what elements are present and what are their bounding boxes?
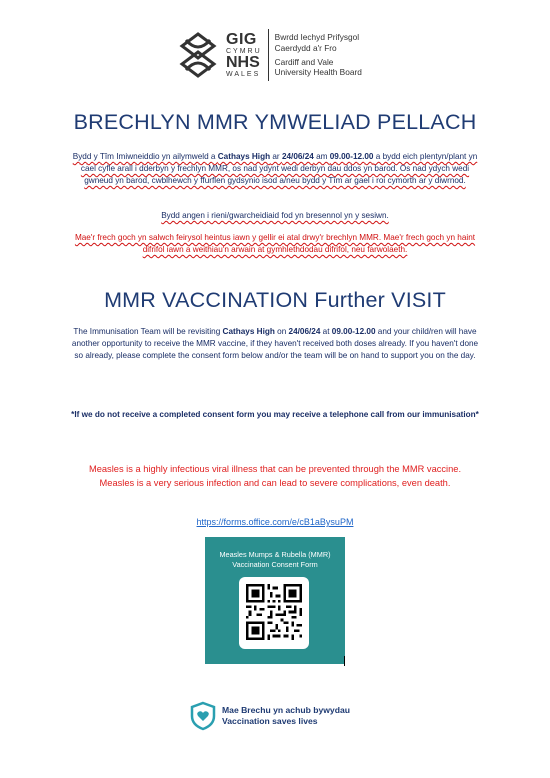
health-board-logo <box>176 24 376 86</box>
board-line: Caerdydd a'r Fro <box>274 42 337 53</box>
visit-time: 09.00-12.00 <box>331 327 376 336</box>
text: The Immunisation Team will be revisiting <box>73 327 223 336</box>
welsh-paragraph-1 <box>70 151 480 187</box>
campaign-line-english: Vaccination saves lives <box>222 716 318 726</box>
english-paragraph-1 <box>70 326 480 362</box>
english-measles-warning <box>50 462 500 490</box>
wales-text: WALES <box>226 71 261 78</box>
english-title: MMR VACCINATION Further VISIT <box>104 288 446 312</box>
board-line: Cardiff and Vale <box>274 57 334 67</box>
text: Bydd y Tîm Imiwneiddio yn ailymweld a <box>72 152 218 161</box>
text: ar <box>270 152 282 161</box>
logo-divider <box>268 29 269 81</box>
gig-text: GIG <box>226 31 257 48</box>
welsh-dragon-knot-icon <box>176 30 220 80</box>
welsh-measles-warning: Mae'r frech goch yn salwch feirysol heintus iawn y gellir ei atal drwy'r brechlyn MMR. Mae'r frech goch yn haint difrifol iawn a weithiau'n arwain at gymhlethdodau difrifol, neu farwolaeth. <box>74 233 476 254</box>
nhs-text: NHS <box>226 54 260 71</box>
visit-time: 09.00-12.00 <box>329 152 374 161</box>
school-name: Cathays High <box>222 327 275 336</box>
consent-form-link[interactable]: https://forms.office.com/e/cB1aBysuPM <box>196 517 354 527</box>
qr-code[interactable] <box>239 577 309 649</box>
board-line: Bwrdd Iechyd Prifysgol <box>274 32 360 43</box>
welsh-title: BRECHLYN MMR YMWELIAD PELLACH <box>73 110 477 134</box>
campaign-text <box>222 705 350 727</box>
campaign-line-welsh: Mae Brechu yn achub bywydau <box>222 705 350 715</box>
vaccination-saves-lives-logo <box>190 699 370 733</box>
heart-shield-icon <box>190 701 216 731</box>
text: am <box>313 152 330 161</box>
visit-date: 24/06/24 <box>281 152 314 161</box>
nhs-wordmark <box>226 32 262 78</box>
welsh-paragraph-2: Bydd angen i rieni/gwarcheidiaid fod yn bresennol yn y sesiwn. <box>161 211 389 220</box>
text-cursor <box>344 656 345 666</box>
text: on <box>274 327 289 336</box>
board-line: University Health Board <box>274 67 362 78</box>
card-title-line: Vaccination Consent Form <box>232 560 318 569</box>
consent-form-notice: *If we do not receive a completed consent form you may receive a telephone call from our immunisation* <box>71 410 479 419</box>
school-name: Cathays High <box>217 152 271 161</box>
cymru-text: CYMRU <box>226 48 262 55</box>
card-title <box>205 550 345 570</box>
board-name <box>275 32 362 77</box>
qr-code-icon <box>246 584 302 640</box>
text: a bydd eich plentyn/plant yn cael cyfle arall i dderbyn y frechlyn MMR, os nad ydynt wedi derbyn dau ddos yn barod. Os nad ydych wedi gwneud yn barod, cwblhewch y ffurflen gydsynio isod a/neu bydd y Tîm ar gael i roi cymorth ar y diwrnod. <box>80 152 478 185</box>
warning-line: Measles is a very serious infection and can lead to severe complications, even death. <box>99 478 451 488</box>
text: and your child/ren will have another opportunity to receive the MMR vaccine, if they haven't received both doses already. If you haven't done so already, please complete the consent form below and/or the team will be on hand to support you on the day. <box>71 327 479 360</box>
warning-line: Measles is a highly infectious viral illness that can be prevented through the MMR vaccine. <box>88 464 462 474</box>
visit-date: 24/06/24 <box>288 327 321 336</box>
text: at <box>320 327 332 336</box>
card-title-line: Measles Mumps & Rubella (MMR) <box>219 550 331 559</box>
consent-form-card[interactable] <box>205 537 345 664</box>
